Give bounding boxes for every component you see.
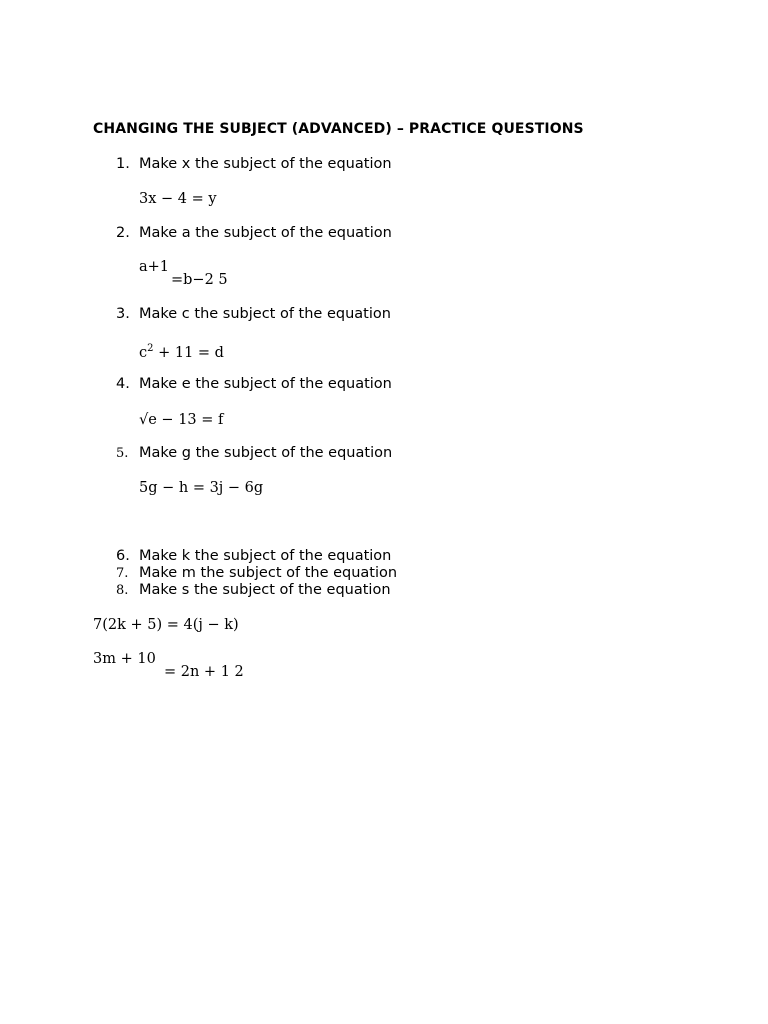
question-4-equation: √e − 13 = f <box>139 412 224 428</box>
question-6-number: 6. <box>116 548 130 564</box>
page-title: CHANGING THE SUBJECT (ADVANCED) – PRACTICE QUESTIONS <box>93 121 584 137</box>
question-2-text: Make a the subject of the equation <box>139 225 392 241</box>
question-3-equation <box>139 344 224 361</box>
question-5-text: Make g the subject of the equation <box>139 445 393 461</box>
equation-m-line1: 3m + 10 <box>93 651 156 667</box>
question-3-equation-rest: + 11 = d <box>158 345 224 361</box>
question-3-text: Make c the subject of the equation <box>139 306 391 322</box>
question-7-number: 7. <box>116 566 129 581</box>
question-2-equation-line1: a+1 <box>139 259 170 275</box>
question-1-text: Make x the subject of the equation <box>139 156 392 172</box>
question-4-text: Make e the subject of the equation <box>139 376 392 392</box>
question-5-number: 5. <box>116 446 129 461</box>
question-3-equation-exponent: 2 <box>147 343 154 354</box>
question-5-equation: 5g − h = 3j − 6g <box>139 480 264 496</box>
question-2-equation-line2: =b−2 5 <box>171 272 228 288</box>
question-7-text: Make m the subject of the equation <box>139 565 398 581</box>
equation-k: 7(2k + 5) = 4(j − k) <box>93 617 239 633</box>
question-4-number: 4. <box>116 376 130 392</box>
question-1-number: 1. <box>116 156 130 172</box>
question-3-equation-base: c <box>139 345 148 361</box>
equation-m-line2: = 2n + 1 2 <box>164 664 244 680</box>
question-3-number: 3. <box>116 306 130 322</box>
question-8-text: Make s the subject of the equation <box>139 582 391 598</box>
question-1-equation: 3x − 4 = y <box>139 191 217 207</box>
question-6-text: Make k the subject of the equation <box>139 548 392 564</box>
question-2-number: 2. <box>116 225 130 241</box>
question-8-number: 8. <box>116 583 129 598</box>
